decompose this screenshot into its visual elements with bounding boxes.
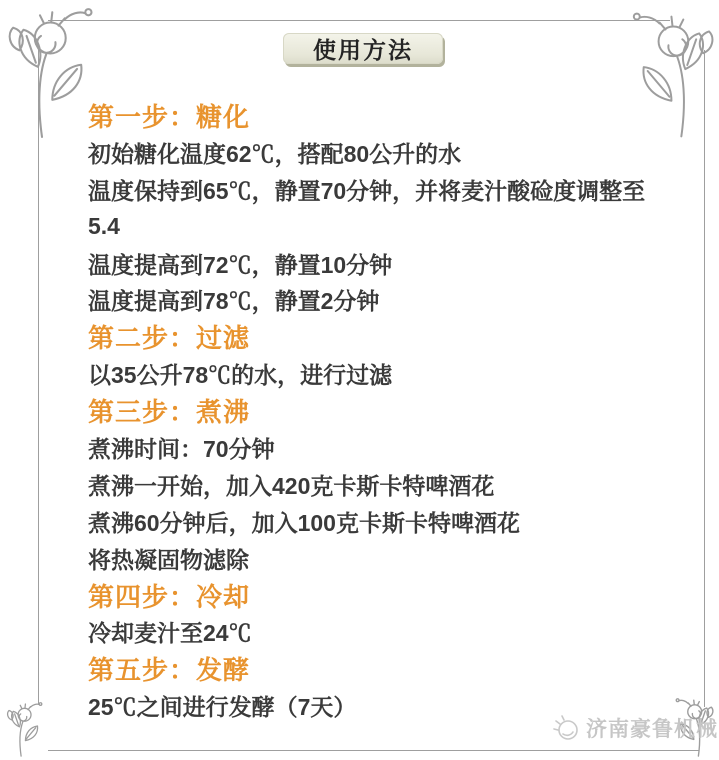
- instruction-line: 煮沸一开始，加入420克卡斯卡特啤酒花: [88, 472, 495, 499]
- instruction-line: 25℃之间进行发酵（7天）: [88, 694, 357, 721]
- frame-line-right: [704, 50, 705, 707]
- instruction-line: 初始糖化温度62℃，搭配80公升的水: [88, 140, 462, 167]
- instruction-line: 温度提高到72℃，静置10分钟: [88, 251, 393, 278]
- brand-name: 济南豪鲁机械: [586, 718, 718, 741]
- instruction-line: 冷却麦汁至24℃: [88, 620, 252, 647]
- sun-gear-logo-icon: [552, 713, 580, 743]
- brand-watermark: [552, 713, 718, 743]
- page-title: 使用方法: [283, 33, 443, 64]
- frame-line-bottom: [48, 750, 699, 751]
- instruction-line: 5.4: [88, 212, 120, 239]
- instruction-line: 煮沸60分钟后，加入100克卡斯卡特啤酒花: [88, 509, 520, 536]
- section-heading-step4: 第四步：冷却: [88, 581, 251, 612]
- instruction-line: 温度保持到65℃，静置70分钟，并将麦汁酸硷度调整至: [88, 177, 646, 204]
- section-heading-step2: 第二步：过滤: [88, 323, 251, 354]
- instruction-line: 将热凝固物滤除: [88, 546, 249, 573]
- instruction-line: 煮沸时间：70分钟: [88, 435, 275, 462]
- section-heading-step5: 第五步：发酵: [88, 655, 251, 686]
- instruction-line: 以35公升78℃的水，进行过滤: [88, 362, 393, 389]
- section-heading-step3: 第三步：煮沸: [88, 397, 251, 428]
- frame-line-top: [48, 20, 670, 21]
- flower-corner-icon: [1, 701, 55, 757]
- instructions-body: [88, 97, 688, 724]
- section-heading-step1: 第一步：糖化: [88, 101, 251, 132]
- frame-line-left: [38, 48, 39, 705]
- instruction-line: 温度提高到78℃，静置2分钟: [88, 288, 380, 315]
